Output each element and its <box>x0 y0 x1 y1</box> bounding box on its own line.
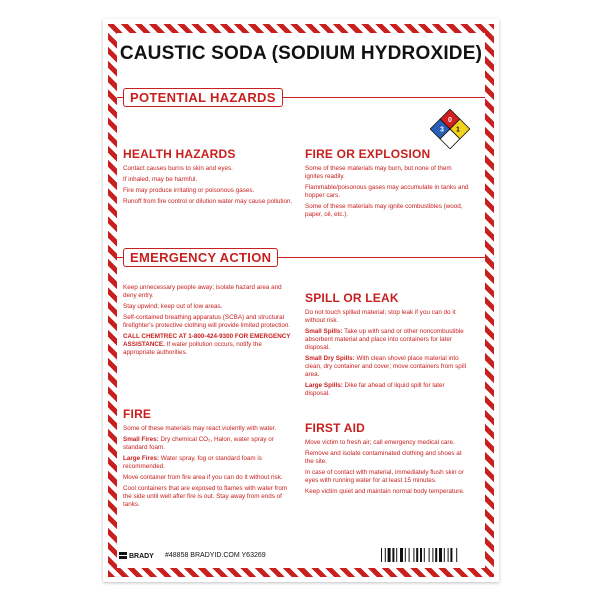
spill-leak-line: Do not touch spilled material; stop leak if you can do it without risk. <box>305 309 456 325</box>
small-dry-spills-line <box>305 355 471 379</box>
health-hazards-section <box>123 147 295 209</box>
first-aid-line: Move victim to fresh air; call emergency medical care. <box>305 439 455 446</box>
fire-explosion-line: Some of these materials may burn, but none of them ignites readily. <box>305 165 452 181</box>
barcode-icon <box>381 548 481 562</box>
emergency-general-section <box>123 284 295 360</box>
fire-heading: FIRE <box>123 407 152 421</box>
health-hazards-line: Contact causes burns to skin and eyes. <box>123 165 233 172</box>
emergency-line: Self-contained breathing apparatus (SCBA) and structural firefighter's protective clothing will provide limited protection. <box>123 314 291 330</box>
fire-line: Some of these materials may react violently with water. <box>123 425 277 432</box>
first-aid-line: Keep victim quiet and maintain normal body temperature. <box>305 488 465 496</box>
fire-explosion-section <box>305 147 471 222</box>
spill-leak-section <box>305 291 471 401</box>
first-aid-line: Remove and isolate contaminated clothing and shoes at the site. <box>305 450 462 466</box>
nfpa-flammability-value: 0 <box>448 117 452 124</box>
fire-explosion-heading: FIRE OR EXPLOSION <box>305 147 431 161</box>
small-dry-spills-text: With clean shovel place material into clean, dry container and cover; move containers from spill area. <box>305 355 466 379</box>
potential-hazards-label: POTENTIAL HAZARDS <box>123 88 283 107</box>
small-spills-label: Small Spills: <box>305 328 343 336</box>
small-dry-spills-label: Small Dry Spills: <box>305 355 355 363</box>
health-hazards-line: Fire may produce irritating or poisonous gases. <box>123 187 255 195</box>
first-aid-section <box>305 421 471 499</box>
first-aid-line: In case of contact with material, immediately flush skin or eyes with running water for at least 15 minutes. <box>305 469 464 485</box>
large-fires-label: Large Fires: <box>123 455 160 463</box>
small-fires-line <box>123 436 295 452</box>
fire-section <box>123 407 295 512</box>
emergency-action-bar <box>117 250 485 276</box>
emergency-line: Stay upwind; keep out of low areas. <box>123 303 223 311</box>
fire-line: Move container from fire area if you can do it without risk. <box>123 474 283 482</box>
large-spills-label: Large Spills: <box>305 382 343 390</box>
large-fires-line <box>123 455 295 471</box>
chemtrec-line <box>123 333 295 357</box>
sign-title: CAUSTIC SODA (SODIUM HYDROXIDE) <box>119 43 483 64</box>
fire-explosion-line: Flammable/poisonous gases may accumulate in tanks and hopper cars. <box>305 184 469 200</box>
brady-logo-icon <box>119 552 127 559</box>
spill-leak-heading: SPILL OR LEAK <box>305 291 399 305</box>
brady-logo <box>119 552 154 560</box>
chemtrec-bold: CALL CHEMTREC AT 1-800-424-9300 FOR EMERGENCY ASSISTANCE. <box>123 333 291 349</box>
health-hazards-heading: HEALTH HAZARDS <box>123 147 236 161</box>
chemtrec-rest: If water pollution occurs, notify the appropriate authorities. <box>123 341 262 357</box>
large-spills-line <box>305 382 471 398</box>
small-spills-text: Take up with sand or other noncombustible absorbent material and place into containers for later disposal. <box>305 328 464 352</box>
nfpa-health-value: 3 <box>440 126 444 134</box>
small-fires-label: Small Fires: <box>123 436 159 444</box>
fire-line: Cool containers that are exposed to flames with water from the side until well after fire is out. Stay away from ends of tanks. <box>123 485 288 509</box>
health-hazards-line: Runoff from fire control or dilution water may cause pollution. <box>123 198 293 206</box>
small-spills-line <box>305 328 471 352</box>
health-hazards-line: If inhaled, may be harmful. <box>123 176 198 184</box>
large-fires-text: Water spray, fog or standard foam is recommended. <box>123 455 262 471</box>
sign-content <box>117 33 485 568</box>
sign-footer <box>117 548 485 566</box>
small-fires-text: Dry chemical CO₂, Halon, water spray or standard foam. <box>123 436 274 452</box>
nfpa-diamond-icon <box>430 109 470 149</box>
fire-explosion-line: Some of these materials may ignite combustibles (wood, paper, oil, etc.). <box>305 203 463 219</box>
safety-sign <box>103 19 499 582</box>
first-aid-heading: FIRST AID <box>305 421 366 435</box>
nfpa-reactivity-value: 1 <box>456 126 460 134</box>
large-spills-text: Dike far ahead of liquid spill for later disposal. <box>305 382 445 398</box>
emergency-line: Keep unnecessary people away; isolate hazard area and deny entry. <box>123 284 282 300</box>
brand-name: BRADY <box>128 553 154 560</box>
emergency-action-label: EMERGENCY ACTION <box>123 248 278 267</box>
product-code: #48858 BRADYID.COM Y63269 <box>165 552 266 559</box>
